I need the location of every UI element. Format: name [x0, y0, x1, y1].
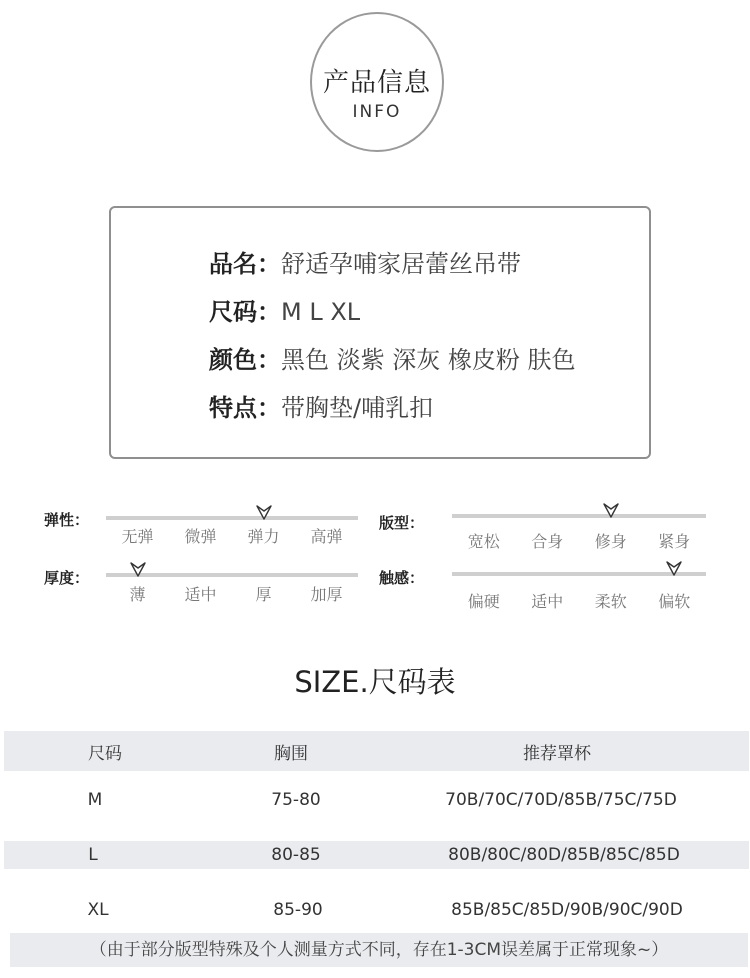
cell-bust: 80-85: [271, 845, 321, 865]
info-row-color: [209, 340, 576, 375]
info-value: 黑色 淡紫 深灰 橡皮粉 肤色: [281, 346, 576, 374]
scale-option-label: 偏硬: [467, 592, 500, 611]
scale-option-label: 紧身: [658, 532, 691, 551]
scale-option-label: 厚: [255, 585, 272, 604]
size-table-header: [4, 731, 749, 771]
cell-bust: 75-80: [271, 790, 321, 810]
cell-size: XL: [87, 900, 109, 920]
selection-marker-icon: [666, 560, 682, 576]
info-value: M L XL: [281, 298, 361, 326]
scale-option-label: 合身: [531, 532, 564, 551]
info-value: 舒适孕哺家居蕾丝吊带: [281, 250, 521, 278]
scale-option-label: 柔软: [594, 592, 627, 611]
cell-cup: 70B/70C/70D/85B/75C/75D: [445, 790, 677, 810]
selection-marker-icon: [130, 561, 146, 577]
info-key: 特点：: [209, 394, 281, 422]
scale-option-label: 无弹: [121, 527, 154, 546]
attr-label-elasticity: 弹性：: [44, 511, 90, 529]
selection-marker-icon: [256, 504, 272, 520]
fit-scale-track: [452, 514, 706, 518]
elasticity-scale-track: [106, 516, 358, 520]
selection-marker-icon: [603, 502, 619, 518]
scale-option-label: 高弹: [310, 527, 343, 546]
size-table-title: SIZE.尺码表: [294, 665, 456, 699]
header-bust: 胸围: [274, 744, 308, 764]
info-key: 品名：: [209, 250, 281, 278]
cell-cup: 85B/85C/85D/90B/90C/90D: [451, 900, 683, 920]
scale-option-label: 修身: [594, 532, 627, 551]
section-title: 产品信息: [322, 68, 431, 98]
scale-option-label: 薄: [129, 585, 146, 604]
size-note: （由于部分版型特殊及个人测量方式不同，存在1-3CM误差属于正常现象~）: [10, 933, 748, 967]
info-row-size: [209, 292, 360, 327]
attr-label-touch: 触感：: [379, 569, 425, 587]
scale-option-label: 加厚: [310, 585, 343, 604]
table-row: [4, 890, 749, 930]
scale-option-label: 宽松: [467, 532, 500, 551]
scale-option-label: 弹力: [247, 527, 280, 546]
attr-label-fit: 版型：: [379, 514, 425, 532]
table-row: [4, 780, 749, 820]
scale-option-label: 适中: [184, 585, 217, 604]
header-size: 尺码: [88, 744, 122, 764]
info-row-name: [209, 244, 521, 279]
cell-cup: 80B/80C/80D/85B/85C/85D: [448, 845, 680, 865]
product-info-box: [109, 206, 651, 459]
table-row: [4, 841, 749, 869]
header-cup: 推荐罩杯: [523, 744, 591, 764]
info-value: 带胸垫/哺乳扣: [281, 394, 434, 422]
cell-size: M: [87, 790, 103, 810]
scale-option-label: 适中: [531, 592, 564, 611]
cell-size: L: [88, 845, 98, 865]
info-key: 尺码：: [209, 298, 281, 326]
attr-label-thickness: 厚度：: [44, 569, 90, 587]
info-row-feature: [209, 388, 433, 423]
info-key: 颜色：: [209, 346, 281, 374]
section-subtitle: INFO: [352, 102, 402, 122]
scale-option-label: 微弹: [184, 527, 217, 546]
cell-bust: 85-90: [273, 900, 323, 920]
scale-option-label: 偏软: [658, 592, 691, 611]
product-info-badge: [310, 12, 444, 152]
